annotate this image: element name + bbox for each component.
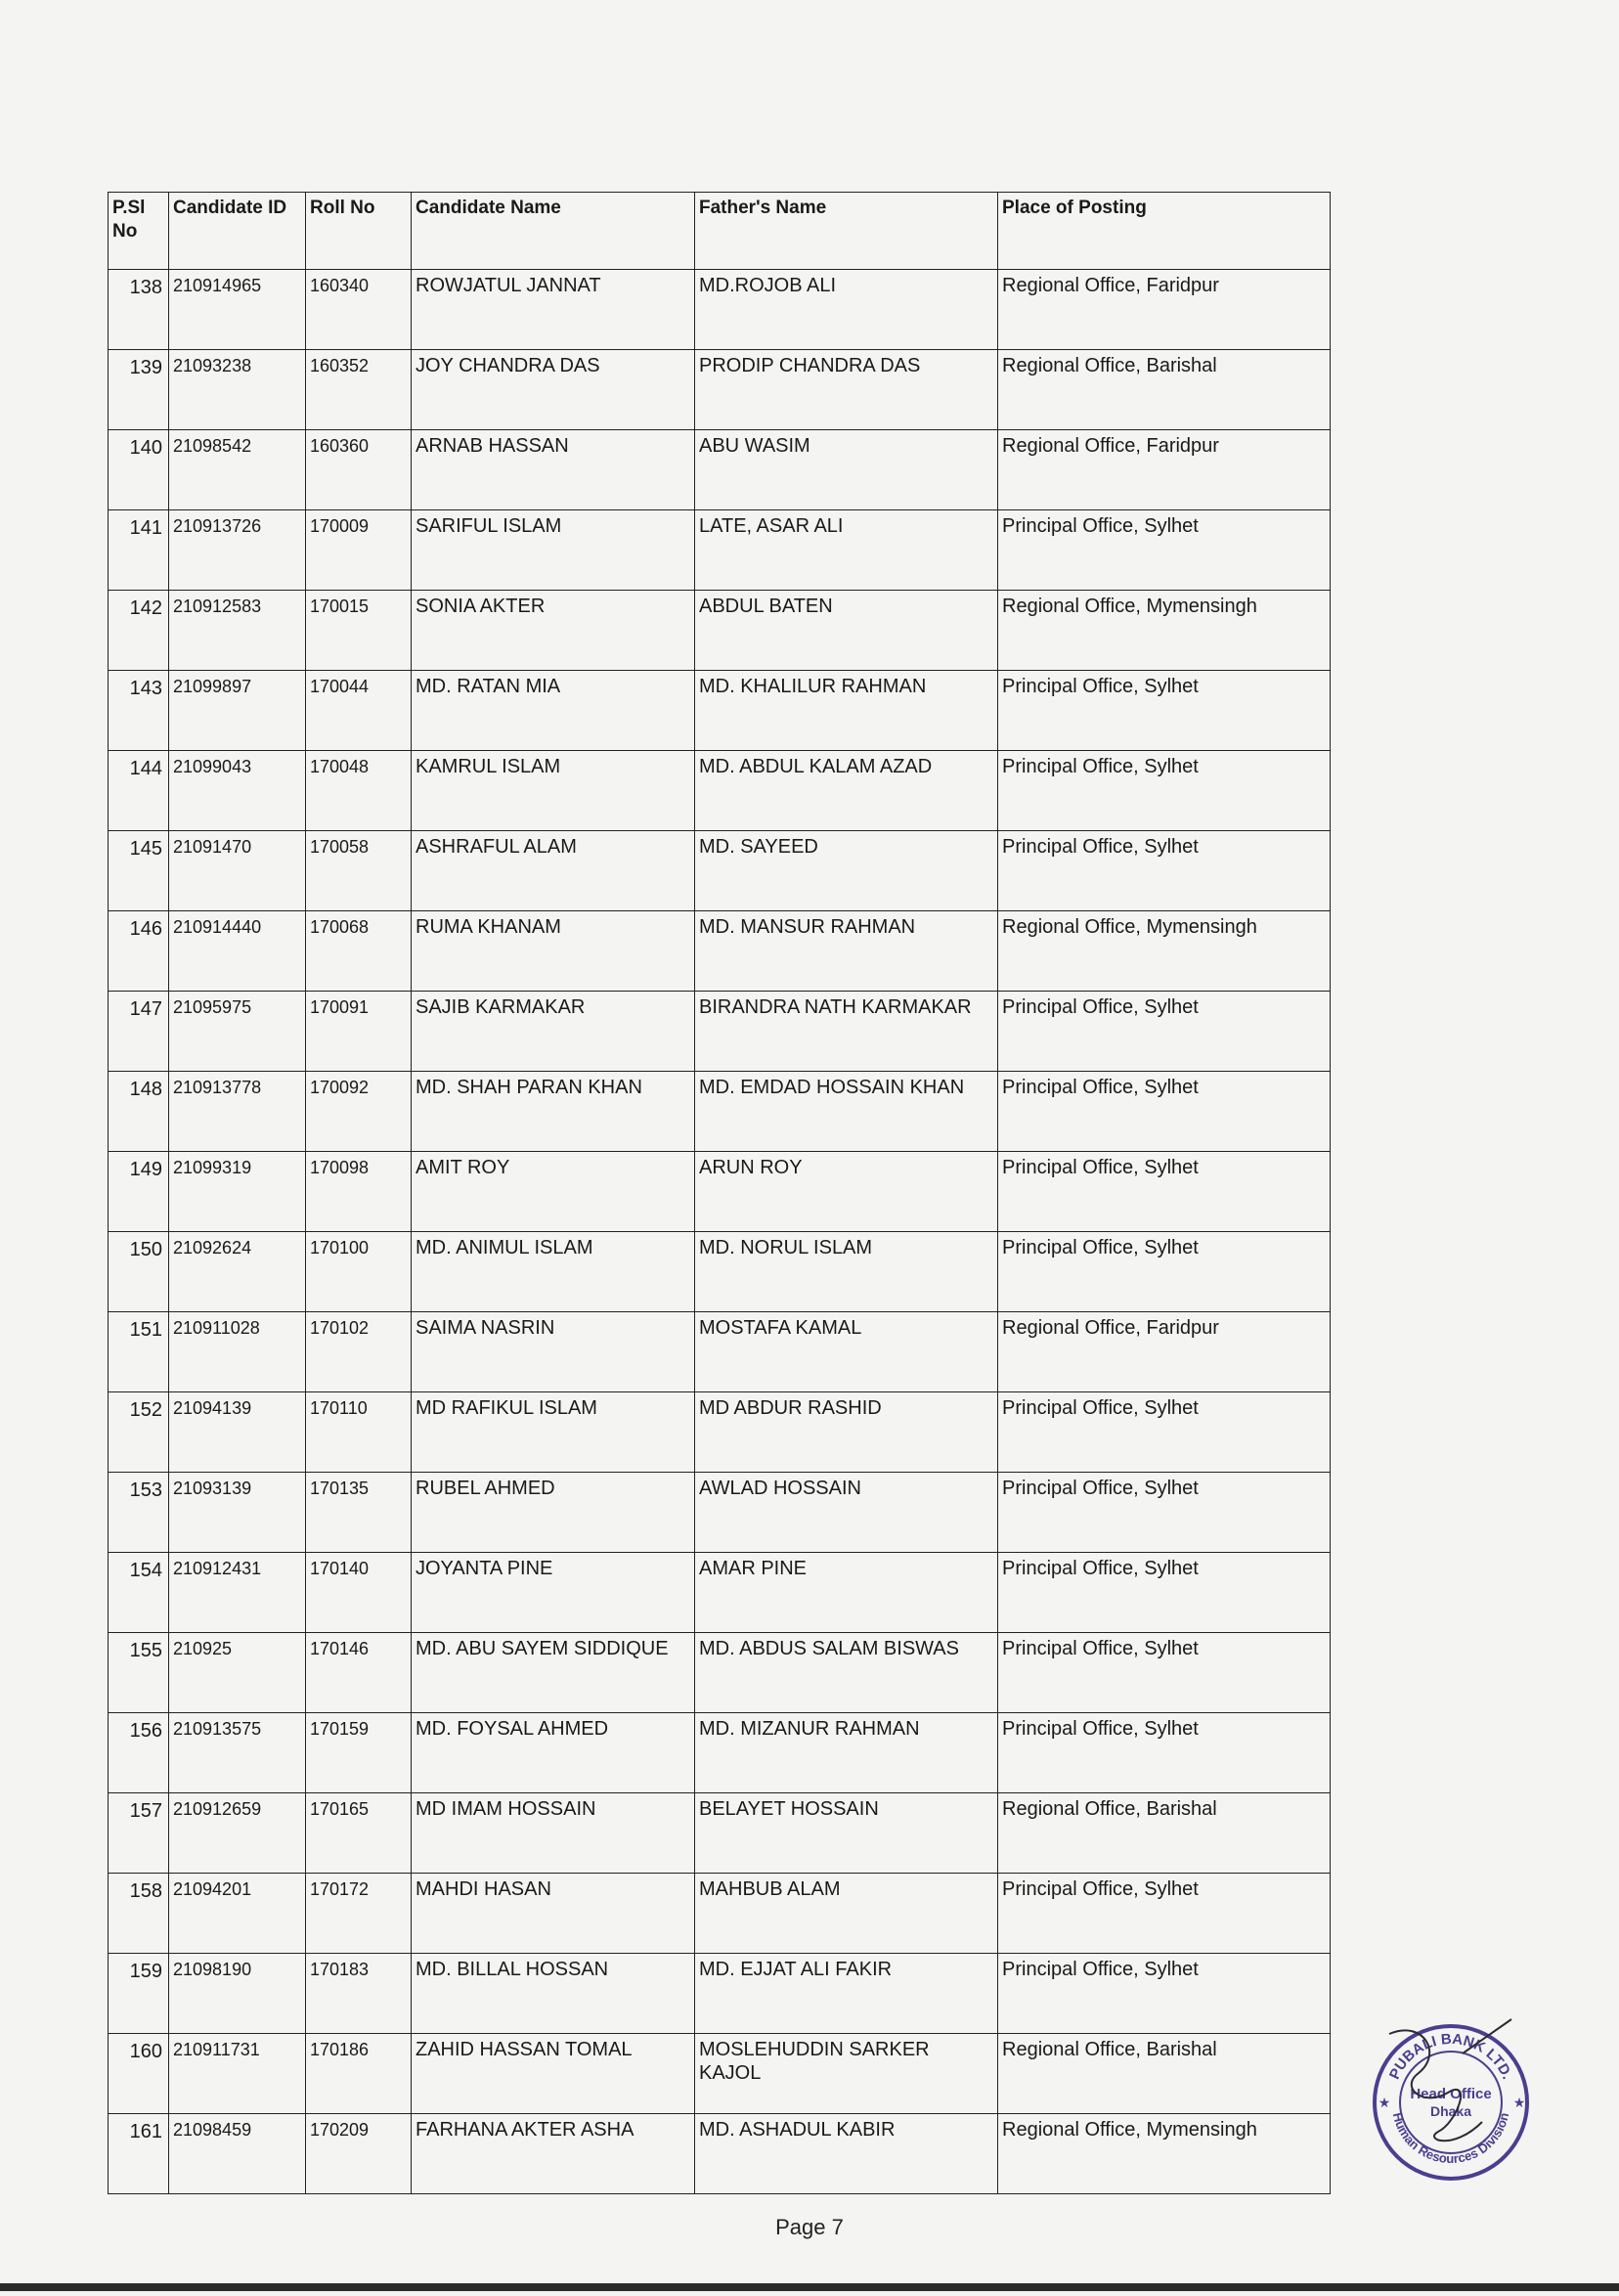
table-row	[109, 911, 1331, 992]
cell-place-of-posting: Principal Office, Sylhet	[998, 831, 1331, 911]
svg-text:Dhaka: Dhaka	[1429, 2103, 1472, 2119]
cell-place-of-posting: Regional Office, Mymensingh	[998, 911, 1331, 992]
cell-psl: 159	[109, 1954, 169, 2034]
cell-roll-no: 170209	[306, 2114, 412, 2194]
cell-candidate-name: ARNAB HASSAN	[412, 430, 695, 510]
cell-place-of-posting: Principal Office, Sylhet	[998, 1553, 1331, 1633]
cell-candidate-name: MD RAFIKUL ISLAM	[412, 1392, 695, 1473]
cell-psl: 141	[109, 510, 169, 591]
cell-psl: 142	[109, 591, 169, 671]
cell-fathers-name: MD. EJJAT ALI FAKIR	[695, 1954, 998, 2034]
cell-roll-no: 170146	[306, 1633, 412, 1713]
cell-candidate-name: FARHANA AKTER ASHA	[412, 2114, 695, 2194]
cell-fathers-name: MD. KHALILUR RAHMAN	[695, 671, 998, 751]
cell-roll-no: 170102	[306, 1312, 412, 1392]
table-row	[109, 1072, 1331, 1152]
cell-fathers-name: MD. ASHADUL KABIR	[695, 2114, 998, 2194]
cell-fathers-name: MD. ABDUL KALAM AZAD	[695, 751, 998, 831]
svg-text:★: ★	[1378, 2096, 1391, 2111]
table-row	[109, 2114, 1331, 2194]
cell-psl: 139	[109, 350, 169, 430]
cell-psl: 160	[109, 2034, 169, 2114]
cell-place-of-posting: Principal Office, Sylhet	[998, 1072, 1331, 1152]
cell-candidate-name: MD. SHAH PARAN KHAN	[412, 1072, 695, 1152]
cell-candidate-name: ZAHID HASSAN TOMAL	[412, 2034, 695, 2114]
cell-candidate-name: RUMA KHANAM	[412, 911, 695, 992]
cell-place-of-posting: Principal Office, Sylhet	[998, 1392, 1331, 1473]
cell-candidate-name: AMIT ROY	[412, 1152, 695, 1232]
cell-fathers-name: AMAR PINE	[695, 1553, 998, 1633]
cell-psl: 157	[109, 1793, 169, 1874]
table-row	[109, 430, 1331, 510]
cell-psl: 147	[109, 992, 169, 1072]
cell-candidate-id: 210913575	[169, 1713, 306, 1793]
cell-roll-no: 170098	[306, 1152, 412, 1232]
cell-candidate-id: 21095975	[169, 992, 306, 1072]
table-row	[109, 1312, 1331, 1392]
cell-fathers-name: BIRANDRA NATH KARMAKAR	[695, 992, 998, 1072]
cell-candidate-id: 21093139	[169, 1473, 306, 1553]
cell-candidate-name: ASHRAFUL ALAM	[412, 831, 695, 911]
cell-psl: 156	[109, 1713, 169, 1793]
table-row	[109, 1713, 1331, 1793]
cell-psl: 148	[109, 1072, 169, 1152]
cell-roll-no: 170172	[306, 1874, 412, 1954]
cell-fathers-name: LATE, ASAR ALI	[695, 510, 998, 591]
table-row	[109, 270, 1331, 350]
cell-roll-no: 160360	[306, 430, 412, 510]
cell-candidate-id: 21094201	[169, 1874, 306, 1954]
cell-candidate-id: 21099897	[169, 671, 306, 751]
cell-candidate-name: SONIA AKTER	[412, 591, 695, 671]
cell-candidate-name: MAHDI HASAN	[412, 1874, 695, 1954]
cell-fathers-name: MD ABDUR RASHID	[695, 1392, 998, 1473]
cell-psl: 161	[109, 2114, 169, 2194]
cell-roll-no: 170110	[306, 1392, 412, 1473]
svg-text:★: ★	[1512, 2096, 1526, 2111]
cell-psl: 152	[109, 1392, 169, 1473]
cell-candidate-name: SARIFUL ISLAM	[412, 510, 695, 591]
cell-roll-no: 170135	[306, 1473, 412, 1553]
table-row	[109, 510, 1331, 591]
cell-candidate-id: 210911028	[169, 1312, 306, 1392]
cell-psl: 138	[109, 270, 169, 350]
cell-fathers-name: BELAYET HOSSAIN	[695, 1793, 998, 1874]
cell-fathers-name: AWLAD HOSSAIN	[695, 1473, 998, 1553]
cell-place-of-posting: Principal Office, Sylhet	[998, 1874, 1331, 1954]
cell-candidate-name: MD. BILLAL HOSSAN	[412, 1954, 695, 2034]
candidate-table	[108, 192, 1331, 2194]
table-row	[109, 831, 1331, 911]
header-place-of-posting: Place of Posting	[998, 193, 1331, 270]
cell-candidate-id: 21094139	[169, 1392, 306, 1473]
cell-fathers-name: MD.ROJOB ALI	[695, 270, 998, 350]
table-row	[109, 1954, 1331, 2034]
cell-place-of-posting: Regional Office, Barishal	[998, 1793, 1331, 1874]
table-header-row	[109, 193, 1331, 270]
svg-text:Head Office: Head Office	[1410, 2086, 1492, 2102]
cell-candidate-id: 21099319	[169, 1152, 306, 1232]
cell-candidate-name: MD. RATAN MIA	[412, 671, 695, 751]
cell-place-of-posting: Principal Office, Sylhet	[998, 1473, 1331, 1553]
cell-place-of-posting: Regional Office, Mymensingh	[998, 591, 1331, 671]
table-row	[109, 751, 1331, 831]
cell-fathers-name: MD. MIZANUR RAHMAN	[695, 1713, 998, 1793]
header-roll-no: Roll No	[306, 193, 412, 270]
cell-fathers-name: PRODIP CHANDRA DAS	[695, 350, 998, 430]
cell-candidate-id: 21091470	[169, 831, 306, 911]
svg-text:PUBALI BANK LTD.: PUBALI BANK LTD.	[1385, 2030, 1516, 2083]
cell-roll-no: 160352	[306, 350, 412, 430]
cell-place-of-posting: Regional Office, Barishal	[998, 2034, 1331, 2114]
cell-candidate-id: 210912583	[169, 591, 306, 671]
cell-fathers-name: MOSTAFA KAMAL	[695, 1312, 998, 1392]
cell-candidate-id: 21092624	[169, 1232, 306, 1312]
cell-psl: 143	[109, 671, 169, 751]
table-row	[109, 1152, 1331, 1232]
cell-psl: 150	[109, 1232, 169, 1312]
cell-fathers-name: MD. EMDAD HOSSAIN KHAN	[695, 1072, 998, 1152]
cell-place-of-posting: Principal Office, Sylhet	[998, 1152, 1331, 1232]
cell-candidate-name: KAMRUL ISLAM	[412, 751, 695, 831]
cell-place-of-posting: Principal Office, Sylhet	[998, 1713, 1331, 1793]
cell-roll-no: 160340	[306, 270, 412, 350]
cell-psl: 153	[109, 1473, 169, 1553]
table-row	[109, 1392, 1331, 1473]
cell-roll-no: 170091	[306, 992, 412, 1072]
cell-candidate-id: 21098190	[169, 1954, 306, 2034]
cell-psl: 154	[109, 1553, 169, 1633]
cell-candidate-id: 21098542	[169, 430, 306, 510]
table-row	[109, 1473, 1331, 1553]
cell-roll-no: 170100	[306, 1232, 412, 1312]
cell-roll-no: 170015	[306, 591, 412, 671]
cell-roll-no: 170183	[306, 1954, 412, 2034]
cell-candidate-id: 210912659	[169, 1793, 306, 1874]
cell-place-of-posting: Regional Office, Mymensingh	[998, 2114, 1331, 2194]
cell-fathers-name: MOSLEHUDDIN SARKER KAJOL	[695, 2034, 998, 2114]
header-psl: P.Sl No	[109, 193, 169, 270]
cell-psl: 151	[109, 1312, 169, 1392]
cell-place-of-posting: Regional Office, Barishal	[998, 350, 1331, 430]
cell-psl: 140	[109, 430, 169, 510]
cell-candidate-id: 210914440	[169, 911, 306, 992]
cell-roll-no: 170159	[306, 1713, 412, 1793]
cell-candidate-name: JOY CHANDRA DAS	[412, 350, 695, 430]
cell-roll-no: 170009	[306, 510, 412, 591]
cell-place-of-posting: Principal Office, Sylhet	[998, 671, 1331, 751]
table-row	[109, 591, 1331, 671]
cell-place-of-posting: Principal Office, Sylhet	[998, 751, 1331, 831]
table-row	[109, 1793, 1331, 1874]
cell-fathers-name: ARUN ROY	[695, 1152, 998, 1232]
cell-candidate-id: 210912431	[169, 1553, 306, 1633]
cell-fathers-name: MD. NORUL ISLAM	[695, 1232, 998, 1312]
bank-seal-stamp	[1365, 2014, 1536, 2186]
cell-candidate-name: MD. ABU SAYEM SIDDIQUE	[412, 1633, 695, 1713]
cell-fathers-name: ABDUL BATEN	[695, 591, 998, 671]
cell-psl: 144	[109, 751, 169, 831]
cell-fathers-name: MD. MANSUR RAHMAN	[695, 911, 998, 992]
cell-place-of-posting: Principal Office, Sylhet	[998, 992, 1331, 1072]
cell-psl: 158	[109, 1874, 169, 1954]
cell-candidate-name: MD. FOYSAL AHMED	[412, 1713, 695, 1793]
cell-place-of-posting: Regional Office, Faridpur	[998, 430, 1331, 510]
cell-candidate-id: 210911731	[169, 2034, 306, 2114]
header-candidate-name: Candidate Name	[412, 193, 695, 270]
cell-candidate-id: 210913778	[169, 1072, 306, 1152]
cell-fathers-name: MD. ABDUS SALAM BISWAS	[695, 1633, 998, 1713]
table-row	[109, 1633, 1331, 1713]
cell-roll-no: 170058	[306, 831, 412, 911]
cell-place-of-posting: Principal Office, Sylhet	[998, 1954, 1331, 2034]
cell-fathers-name: ABU WASIM	[695, 430, 998, 510]
header-fathers-name: Father's Name	[695, 193, 998, 270]
header-candidate-id: Candidate ID	[169, 193, 306, 270]
cell-psl: 145	[109, 831, 169, 911]
footer-rule	[0, 2283, 1619, 2291]
cell-place-of-posting: Principal Office, Sylhet	[998, 1633, 1331, 1713]
page-number: Page 7	[775, 2215, 844, 2239]
cell-psl: 146	[109, 911, 169, 992]
cell-roll-no: 170068	[306, 911, 412, 992]
table-row	[109, 1232, 1331, 1312]
table-row	[109, 2034, 1331, 2114]
cell-roll-no: 170048	[306, 751, 412, 831]
cell-candidate-id: 210913726	[169, 510, 306, 591]
cell-candidate-name: ROWJATUL JANNAT	[412, 270, 695, 350]
cell-candidate-id: 210925	[169, 1633, 306, 1713]
cell-roll-no: 170165	[306, 1793, 412, 1874]
cell-roll-no: 170140	[306, 1553, 412, 1633]
cell-candidate-id: 21098459	[169, 2114, 306, 2194]
table-row	[109, 350, 1331, 430]
cell-candidate-name: MD. ANIMUL ISLAM	[412, 1232, 695, 1312]
cell-place-of-posting: Principal Office, Sylhet	[998, 510, 1331, 591]
cell-candidate-name: JOYANTA PINE	[412, 1553, 695, 1633]
cell-candidate-name: SAIMA NASRIN	[412, 1312, 695, 1392]
table-row	[109, 992, 1331, 1072]
cell-candidate-name: MD IMAM HOSSAIN	[412, 1793, 695, 1874]
cell-candidate-id: 210914965	[169, 270, 306, 350]
cell-candidate-name: SAJIB KARMAKAR	[412, 992, 695, 1072]
cell-fathers-name: MD. SAYEED	[695, 831, 998, 911]
cell-candidate-id: 21093238	[169, 350, 306, 430]
cell-place-of-posting: Principal Office, Sylhet	[998, 1232, 1331, 1312]
cell-psl: 155	[109, 1633, 169, 1713]
table-row	[109, 1874, 1331, 1954]
cell-fathers-name: MAHBUB ALAM	[695, 1874, 998, 1954]
cell-roll-no: 170044	[306, 671, 412, 751]
table-row	[109, 671, 1331, 751]
cell-place-of-posting: Regional Office, Faridpur	[998, 1312, 1331, 1392]
cell-psl: 149	[109, 1152, 169, 1232]
svg-text:Human Resources Division: Human Resources Division	[1389, 2110, 1512, 2167]
cell-roll-no: 170186	[306, 2034, 412, 2114]
cell-candidate-name: RUBEL AHMED	[412, 1473, 695, 1553]
cell-place-of-posting: Regional Office, Faridpur	[998, 270, 1331, 350]
cell-candidate-id: 21099043	[169, 751, 306, 831]
cell-roll-no: 170092	[306, 1072, 412, 1152]
table-row	[109, 1553, 1331, 1633]
